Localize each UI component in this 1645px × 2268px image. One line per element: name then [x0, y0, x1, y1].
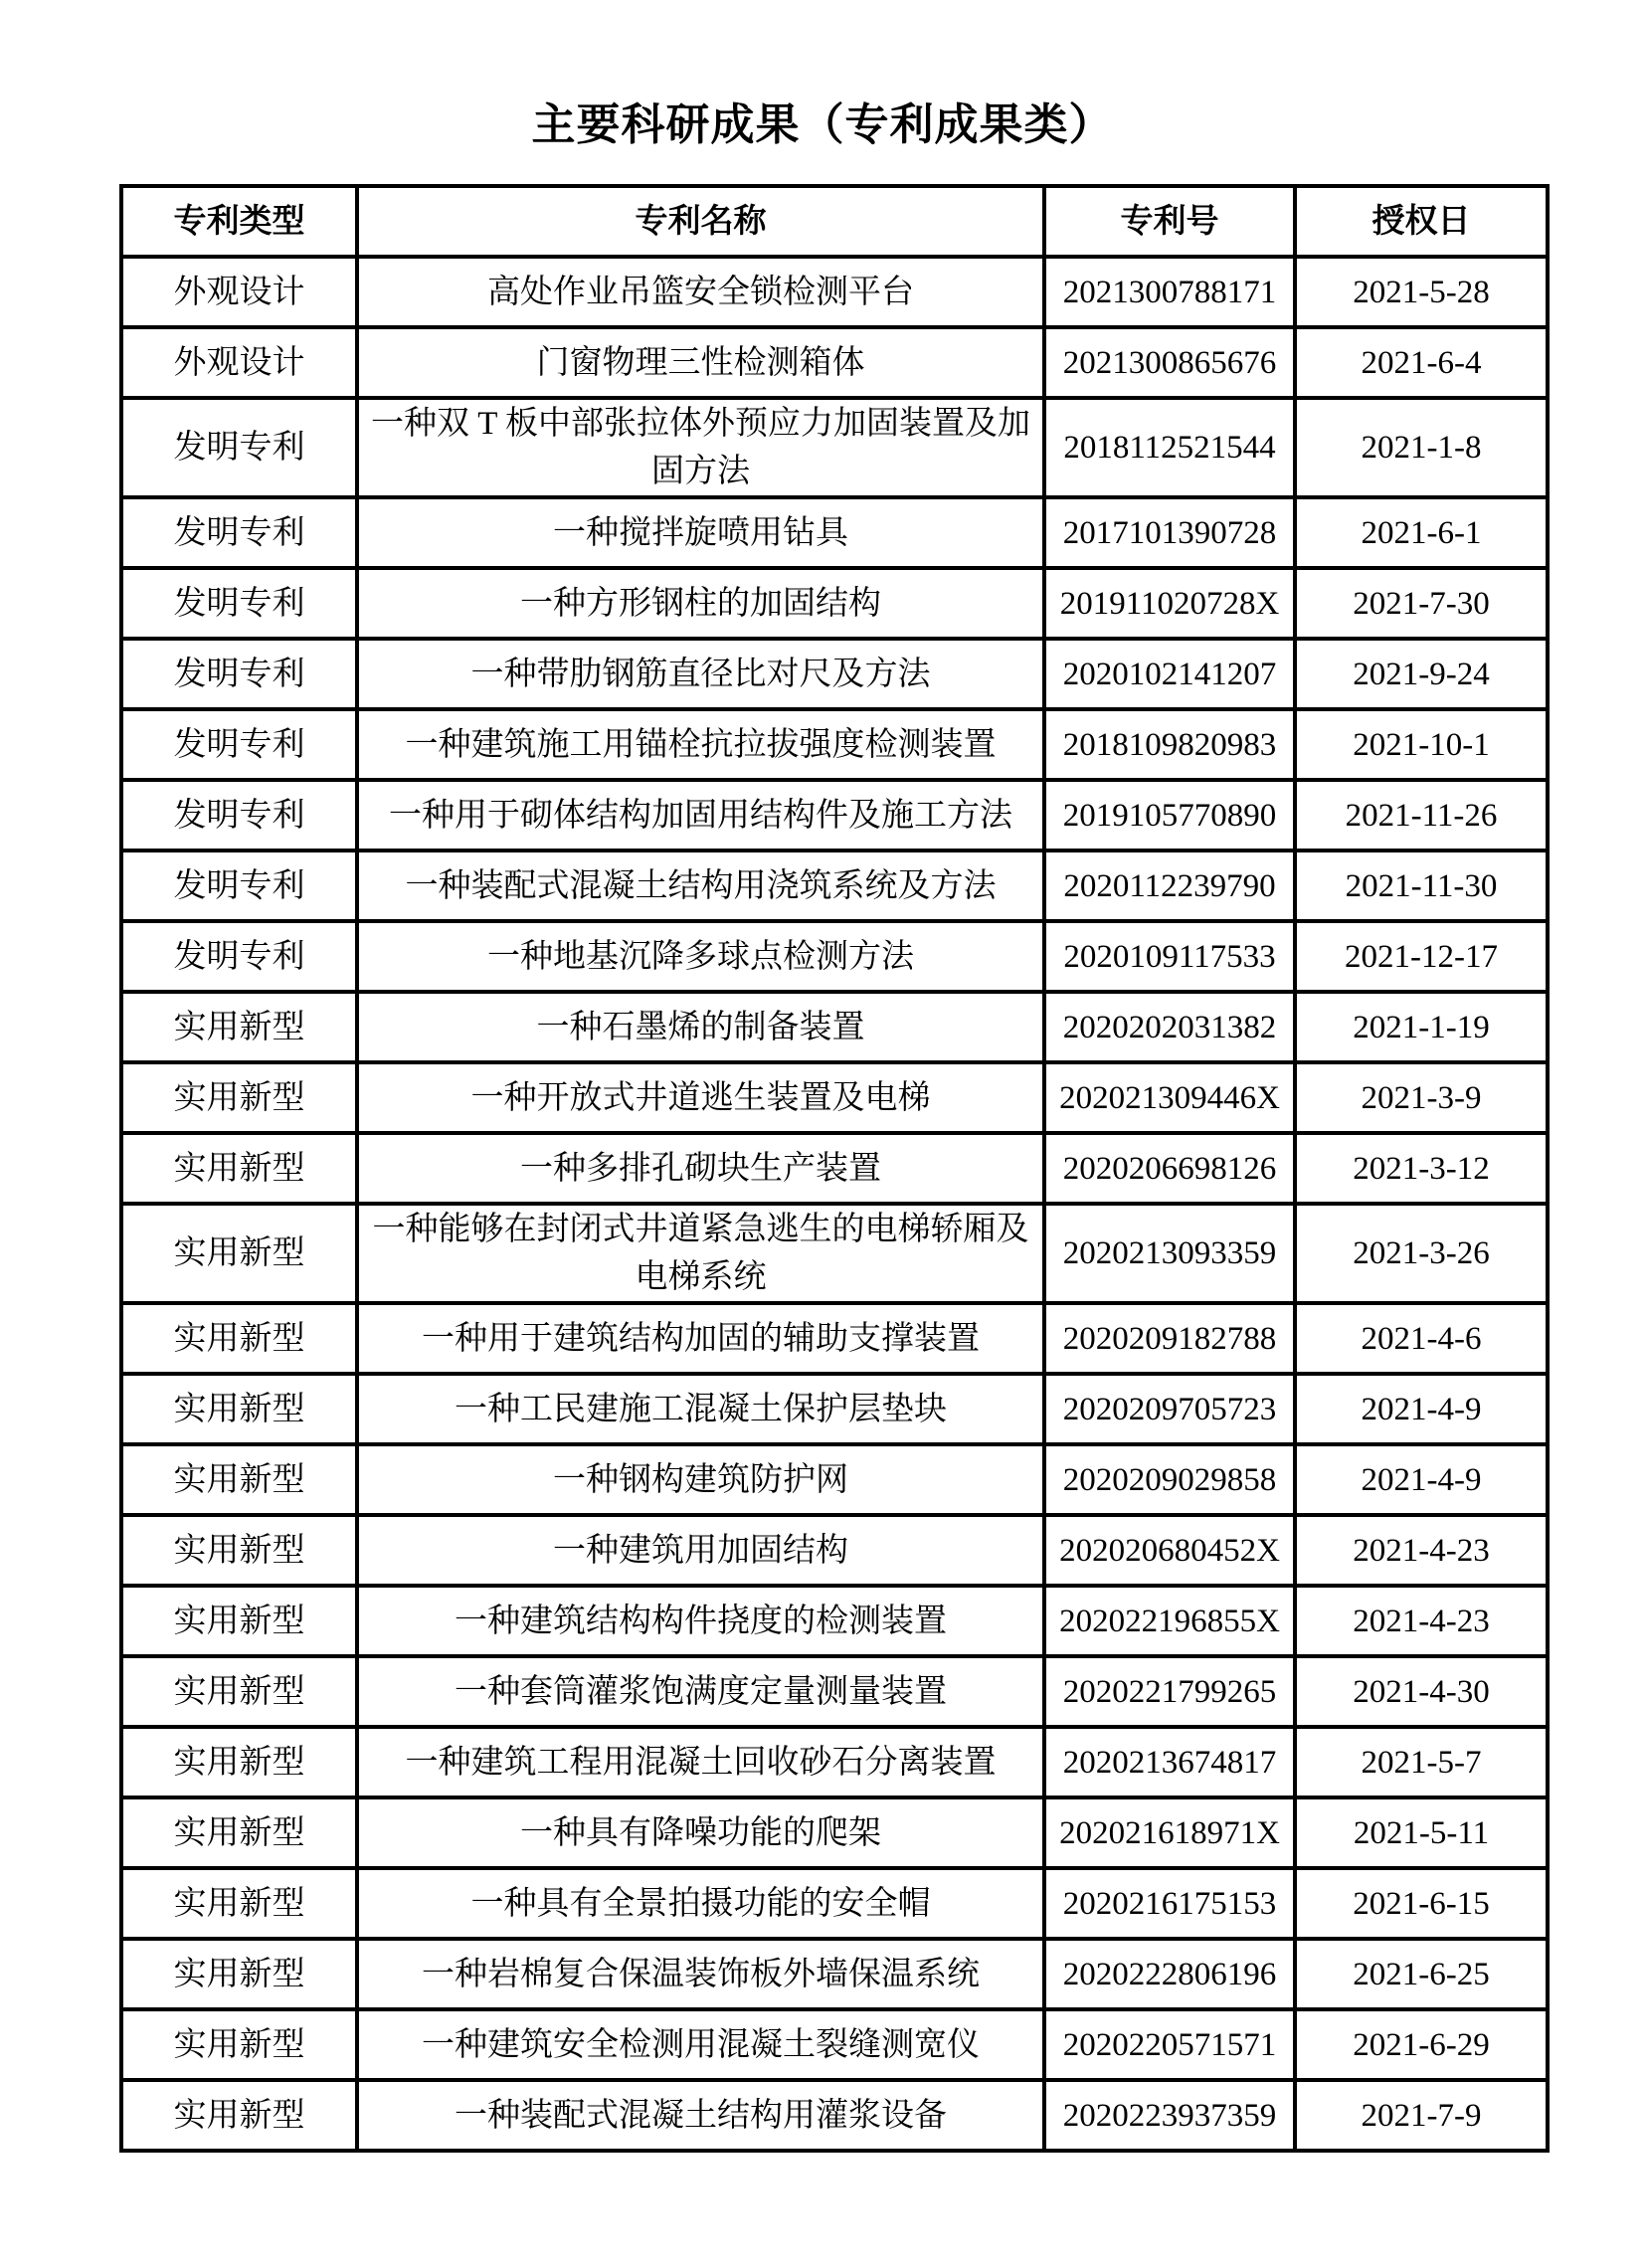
patent-number-cell: 2020109117533 [1044, 921, 1295, 992]
table-body [121, 257, 1548, 2151]
patent-type-cell: 外观设计 [121, 257, 357, 327]
patent-name-cell: 一种建筑安全检测用混凝土裂缝测宽仪 [357, 2009, 1044, 2080]
patent-type-cell: 实用新型 [121, 1204, 357, 1303]
patent-name-cell: 一种建筑施工用锚栓抗拉拔强度检测装置 [357, 709, 1044, 780]
patent-type-cell: 实用新型 [121, 1797, 357, 1868]
table-row [121, 327, 1548, 398]
patent-number-cell: 2020213674817 [1044, 1727, 1295, 1797]
patent-type-cell: 发明专利 [121, 780, 357, 850]
column-header-grant-date: 授权日 [1295, 186, 1548, 257]
page-title: 主要科研成果（专利成果类） [531, 100, 1114, 149]
table-row [121, 257, 1548, 327]
patent-name-cell: 一种套筒灌浆饱满度定量测量装置 [357, 1656, 1044, 1727]
grant-date-cell: 2021-6-25 [1295, 1939, 1548, 2009]
grant-date-cell: 2021-10-1 [1295, 709, 1548, 780]
patent-name-cell: 一种双 T 板中部张拉体外预应力加固装置及加固方法 [357, 398, 1044, 497]
grant-date-cell: 2021-9-24 [1295, 639, 1548, 709]
patent-name-cell: 一种岩棉复合保温装饰板外墙保温系统 [357, 1939, 1044, 2009]
patent-type-cell: 实用新型 [121, 1062, 357, 1133]
patent-number-cell: 2018112521544 [1044, 398, 1295, 497]
patent-type-cell: 实用新型 [121, 2080, 357, 2151]
patent-number-cell: 2020213093359 [1044, 1204, 1295, 1303]
patent-name-cell: 一种带肋钢筋直径比对尺及方法 [357, 639, 1044, 709]
patent-number-cell: 2020112239790 [1044, 850, 1295, 921]
patent-name-cell: 一种地基沉降多球点检测方法 [357, 921, 1044, 992]
table-row [121, 639, 1548, 709]
table-row [121, 497, 1548, 568]
patent-type-cell: 发明专利 [121, 921, 357, 992]
header-row [121, 186, 1548, 257]
patent-name-cell: 一种能够在封闭式井道紧急逃生的电梯轿厢及电梯系统 [357, 1204, 1044, 1303]
patent-type-cell: 实用新型 [121, 1939, 357, 2009]
table-row [121, 1444, 1548, 1515]
patent-type-cell: 实用新型 [121, 1374, 357, 1444]
patent-number-cell: 2019105770890 [1044, 780, 1295, 850]
patent-name-cell: 一种方形钢柱的加固结构 [357, 568, 1044, 639]
column-header-patent-type: 专利类型 [121, 186, 357, 257]
patent-name-cell: 一种用于砌体结构加固用结构件及施工方法 [357, 780, 1044, 850]
patent-name-cell: 一种工民建施工混凝土保护层垫块 [357, 1374, 1044, 1444]
table-row [121, 1656, 1548, 1727]
patent-number-cell: 2017101390728 [1044, 497, 1295, 568]
patent-type-cell: 实用新型 [121, 1586, 357, 1656]
patent-number-cell: 2020209029858 [1044, 1444, 1295, 1515]
patent-type-cell: 发明专利 [121, 850, 357, 921]
grant-date-cell: 2021-3-26 [1295, 1204, 1548, 1303]
table-row [121, 1303, 1548, 1374]
patent-name-cell: 一种钢构建筑防护网 [357, 1444, 1044, 1515]
grant-date-cell: 2021-5-7 [1295, 1727, 1548, 1797]
grant-date-cell: 2021-5-28 [1295, 257, 1548, 327]
grant-date-cell: 2021-4-23 [1295, 1515, 1548, 1586]
patent-number-cell: 2018109820983 [1044, 709, 1295, 780]
patent-number-cell: 2020209705723 [1044, 1374, 1295, 1444]
patent-type-cell: 发明专利 [121, 568, 357, 639]
patent-number-cell: 202021618971X [1044, 1797, 1295, 1868]
table-row [121, 398, 1548, 497]
grant-date-cell: 2021-1-19 [1295, 992, 1548, 1062]
patent-name-cell: 高处作业吊篮安全锁检测平台 [357, 257, 1044, 327]
grant-date-cell: 2021-4-9 [1295, 1444, 1548, 1515]
patent-number-cell: 2020223937359 [1044, 2080, 1295, 2151]
patent-number-cell: 2020220571571 [1044, 2009, 1295, 2080]
grant-date-cell: 2021-11-26 [1295, 780, 1548, 850]
patent-name-cell: 一种用于建筑结构加固的辅助支撑装置 [357, 1303, 1044, 1374]
patent-name-cell: 一种具有降噪功能的爬架 [357, 1797, 1044, 1868]
patent-number-cell: 2020202031382 [1044, 992, 1295, 1062]
grant-date-cell: 2021-6-1 [1295, 497, 1548, 568]
patent-number-cell: 2021300788171 [1044, 257, 1295, 327]
table-row [121, 1727, 1548, 1797]
patent-type-cell: 实用新型 [121, 1727, 357, 1797]
patent-type-cell: 实用新型 [121, 992, 357, 1062]
grant-date-cell: 2021-4-23 [1295, 1586, 1548, 1656]
document-page [0, 99, 1645, 2268]
column-header-patent-name: 专利名称 [357, 186, 1044, 257]
grant-date-cell: 2021-4-9 [1295, 1374, 1548, 1444]
patent-type-cell: 实用新型 [121, 1444, 357, 1515]
table-row [121, 1797, 1548, 1868]
patent-name-cell: 一种装配式混凝土结构用灌浆设备 [357, 2080, 1044, 2151]
table-row [121, 992, 1548, 1062]
patent-type-cell: 实用新型 [121, 2009, 357, 2080]
patent-name-cell: 一种建筑结构构件挠度的检测装置 [357, 1586, 1044, 1656]
patent-name-cell: 一种建筑用加固结构 [357, 1515, 1044, 1586]
grant-date-cell: 2021-4-30 [1295, 1656, 1548, 1727]
patent-number-cell: 2020222806196 [1044, 1939, 1295, 2009]
patent-number-cell: 2020216175153 [1044, 1868, 1295, 1939]
table-row [121, 1515, 1548, 1586]
patent-number-cell: 201911020728X [1044, 568, 1295, 639]
patent-type-cell: 发明专利 [121, 398, 357, 497]
patent-name-cell: 一种建筑工程用混凝土回收砂石分离装置 [357, 1727, 1044, 1797]
grant-date-cell: 2021-12-17 [1295, 921, 1548, 992]
grant-date-cell: 2021-6-29 [1295, 2009, 1548, 2080]
grant-date-cell: 2021-6-15 [1295, 1868, 1548, 1939]
patent-type-cell: 发明专利 [121, 639, 357, 709]
table-row [121, 921, 1548, 992]
table-row [121, 2009, 1548, 2080]
patent-name-cell: 一种搅拌旋喷用钻具 [357, 497, 1044, 568]
grant-date-cell: 2021-7-30 [1295, 568, 1548, 639]
patent-name-cell: 一种开放式井道逃生装置及电梯 [357, 1062, 1044, 1133]
patent-type-cell: 发明专利 [121, 497, 357, 568]
grant-date-cell: 2021-6-4 [1295, 327, 1548, 398]
table-row [121, 2080, 1548, 2151]
grant-date-cell: 2021-5-11 [1295, 1797, 1548, 1868]
patent-table [119, 184, 1550, 2153]
patent-type-cell: 发明专利 [121, 709, 357, 780]
patent-number-cell: 2020102141207 [1044, 639, 1295, 709]
grant-date-cell: 2021-3-9 [1295, 1062, 1548, 1133]
table-row [121, 1374, 1548, 1444]
table-row [121, 780, 1548, 850]
patent-number-cell: 2020206698126 [1044, 1133, 1295, 1204]
patent-type-cell: 实用新型 [121, 1303, 357, 1374]
patent-type-cell: 外观设计 [121, 327, 357, 398]
patent-type-cell: 实用新型 [121, 1515, 357, 1586]
grant-date-cell: 2021-1-8 [1295, 398, 1548, 497]
patent-name-cell: 一种石墨烯的制备装置 [357, 992, 1044, 1062]
patent-type-cell: 实用新型 [121, 1656, 357, 1727]
patent-name-cell: 门窗物理三性检测箱体 [357, 327, 1044, 398]
patent-name-cell: 一种装配式混凝土结构用浇筑系统及方法 [357, 850, 1044, 921]
grant-date-cell: 2021-3-12 [1295, 1133, 1548, 1204]
table-row [121, 1204, 1548, 1303]
table-row [121, 1586, 1548, 1656]
table-row [121, 1062, 1548, 1133]
table-row [121, 1133, 1548, 1204]
column-header-patent-number: 专利号 [1044, 186, 1295, 257]
table-row [121, 1939, 1548, 2009]
patent-name-cell: 一种具有全景拍摄功能的安全帽 [357, 1868, 1044, 1939]
patent-number-cell: 2021300865676 [1044, 327, 1295, 398]
patent-number-cell: 202021309446X [1044, 1062, 1295, 1133]
table-header [121, 186, 1548, 257]
grant-date-cell: 2021-11-30 [1295, 850, 1548, 921]
table-row [121, 850, 1548, 921]
table-row [121, 1868, 1548, 1939]
patent-name-cell: 一种多排孔砌块生产装置 [357, 1133, 1044, 1204]
patent-number-cell: 2020209182788 [1044, 1303, 1295, 1374]
grant-date-cell: 2021-7-9 [1295, 2080, 1548, 2151]
table-row [121, 568, 1548, 639]
patent-type-cell: 实用新型 [121, 1868, 357, 1939]
patent-number-cell: 2020221799265 [1044, 1656, 1295, 1727]
patent-number-cell: 202020680452X [1044, 1515, 1295, 1586]
table-row [121, 709, 1548, 780]
grant-date-cell: 2021-4-6 [1295, 1303, 1548, 1374]
patent-number-cell: 202022196855X [1044, 1586, 1295, 1656]
patent-type-cell: 实用新型 [121, 1133, 357, 1204]
